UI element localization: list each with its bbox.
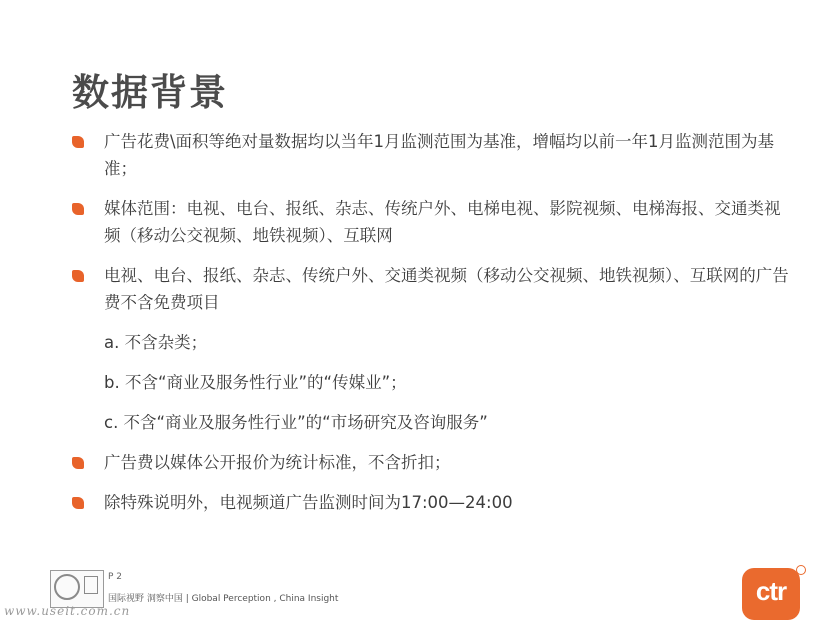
bullet-item	[72, 195, 792, 249]
certification-seal-icon	[54, 574, 80, 600]
bullet-marker-icon	[72, 270, 84, 282]
sub-item: a. 不含杂类；	[104, 333, 208, 352]
bullet-text: 除特殊说明外，电视频道广告监测时间为17:00—24:00	[104, 493, 513, 512]
bullet-item	[72, 449, 792, 476]
watermark: www.useit.com.cn	[4, 604, 131, 618]
certification-logo	[50, 570, 104, 608]
page-title: 数据背景	[72, 71, 228, 114]
bullet-text: 广告费以媒体公开报价为统计标准，不含折扣；	[104, 453, 451, 472]
bullet-item	[72, 262, 792, 316]
page-number: P 2	[108, 572, 123, 582]
sub-item: c. 不含“商业及服务性行业”的“市场研究及咨询服务”	[104, 413, 488, 432]
bullet-text: 广告花费\面积等绝对量数据均以当年1月监测范围为基准，增幅均以前一年1月监测范围为基准；	[104, 132, 775, 178]
registered-mark-icon	[796, 565, 806, 575]
bullet-marker-icon	[72, 136, 84, 148]
ctr-logo	[742, 568, 800, 620]
bullet-list	[72, 128, 792, 529]
bullet-text: 媒体范围：电视、电台、报纸、杂志、传统户外、电梯电视、影院视频、电梯海报、交通类视频（移动公交视频、地铁视频）、互联网	[104, 199, 781, 245]
bullet-marker-icon	[72, 457, 84, 469]
bullet-text: 电视、电台、报纸、杂志、传统户外、交通类视频（移动公交视频、地铁视频）、互联网的广告费不含免费项目	[104, 266, 789, 312]
bullet-item	[72, 489, 792, 516]
footer-tagline: 国际视野 洞察中国 | Global Perception , China Insight	[108, 594, 339, 604]
bullet-marker-icon	[72, 497, 84, 509]
sub-item: b. 不含“商业及服务性行业”的“传媒业”；	[104, 373, 407, 392]
ctr-logo-text: ctr	[755, 576, 787, 606]
certification-mark-icon	[84, 576, 98, 594]
bullet-marker-icon	[72, 203, 84, 215]
bullet-item	[72, 128, 792, 182]
